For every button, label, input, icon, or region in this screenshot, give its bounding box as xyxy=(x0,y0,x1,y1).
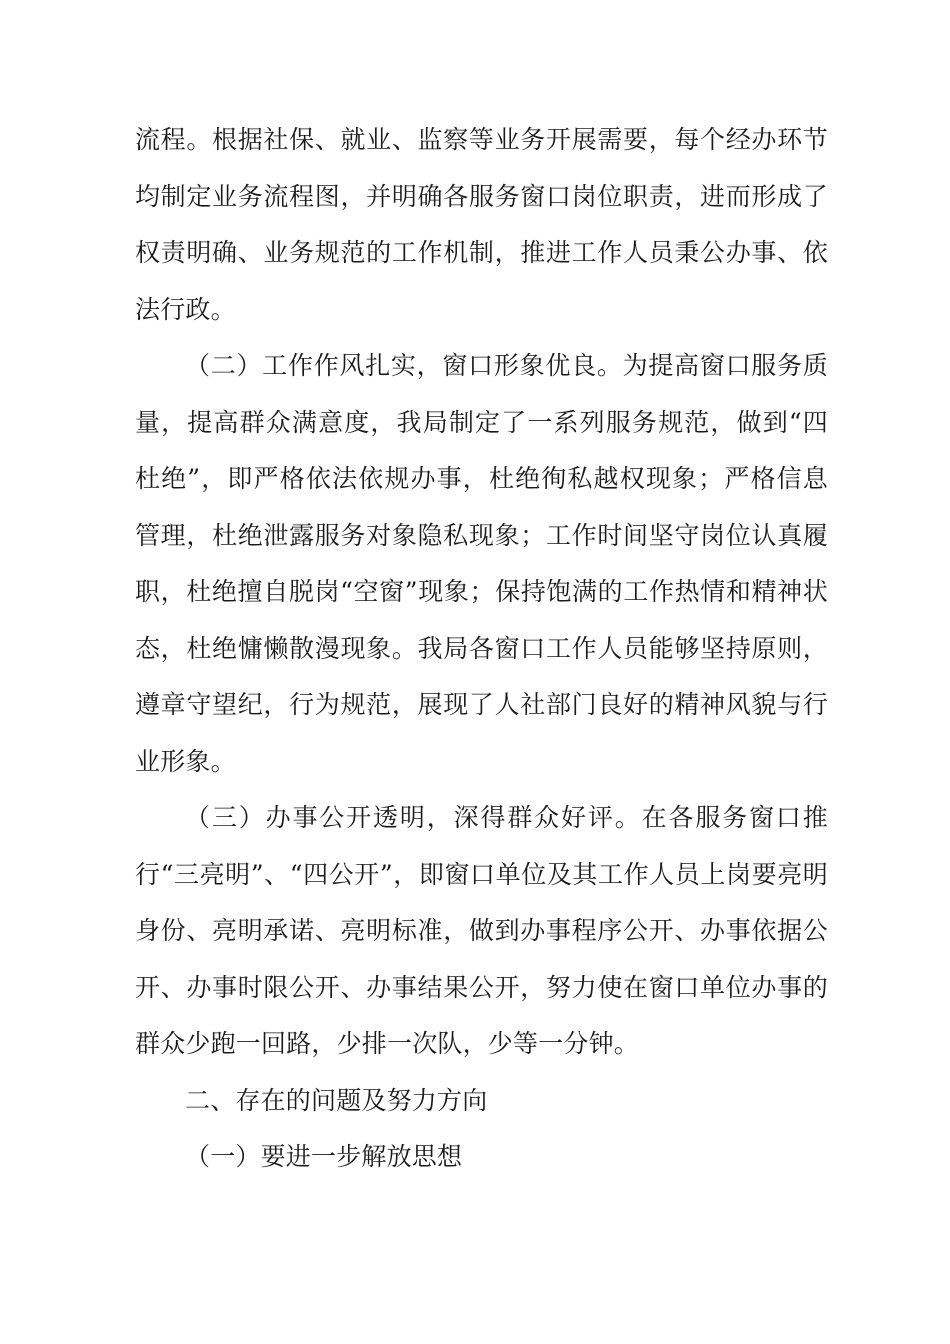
section-heading: 二、存在的问题及努力方向 xyxy=(185,1085,488,1115)
paragraph-work-style: （二）工作作风扎实，窗口形象优良。为提高窗口服务质量，提高群众满意度，我局制定了一系列服务规范，做到“四杜绝”，即严格依法依规办事，杜绝徇私越权现象；严格信息管理，杜绝泄露服务对象隐私现象；工作时间坚守岗位认真履职，杜绝擅自脱岗“空窗”现象；保持饱满的工作热情和精神状态，杜绝慵懒散漫现象。我局各窗口工作人员能够坚持原则，遵章守望纪，行为规范，展现了人社部门良好的精神风貌与行业形象。 xyxy=(135,351,828,776)
sub-heading: （一）要进一步解放思想 xyxy=(185,1142,463,1171)
document-body xyxy=(135,112,828,1186)
paragraph-transparency: （三）办事公开透明，深得群众好评。在各服务窗口推行“三亮明”、“四公开”，即窗口单位及其工作人员上岗要亮明身份、亮明承诺、亮明标准，做到办事程序公开、办事依据公开、办事时限公开、办事结果公开，努力使在窗口单位办事的群众少跑一回路，少排一次队，少等一分钟。 xyxy=(135,803,828,1058)
paragraph-continuation: 流程。根据社保、就业、监察等业务开展需要，每个经办环节均制定业务流程图，并明确各服务窗口岗位职责，进而形成了权责明确、业务规范的工作机制，推进工作人员秉公办事、依法行政。 xyxy=(135,125,828,324)
